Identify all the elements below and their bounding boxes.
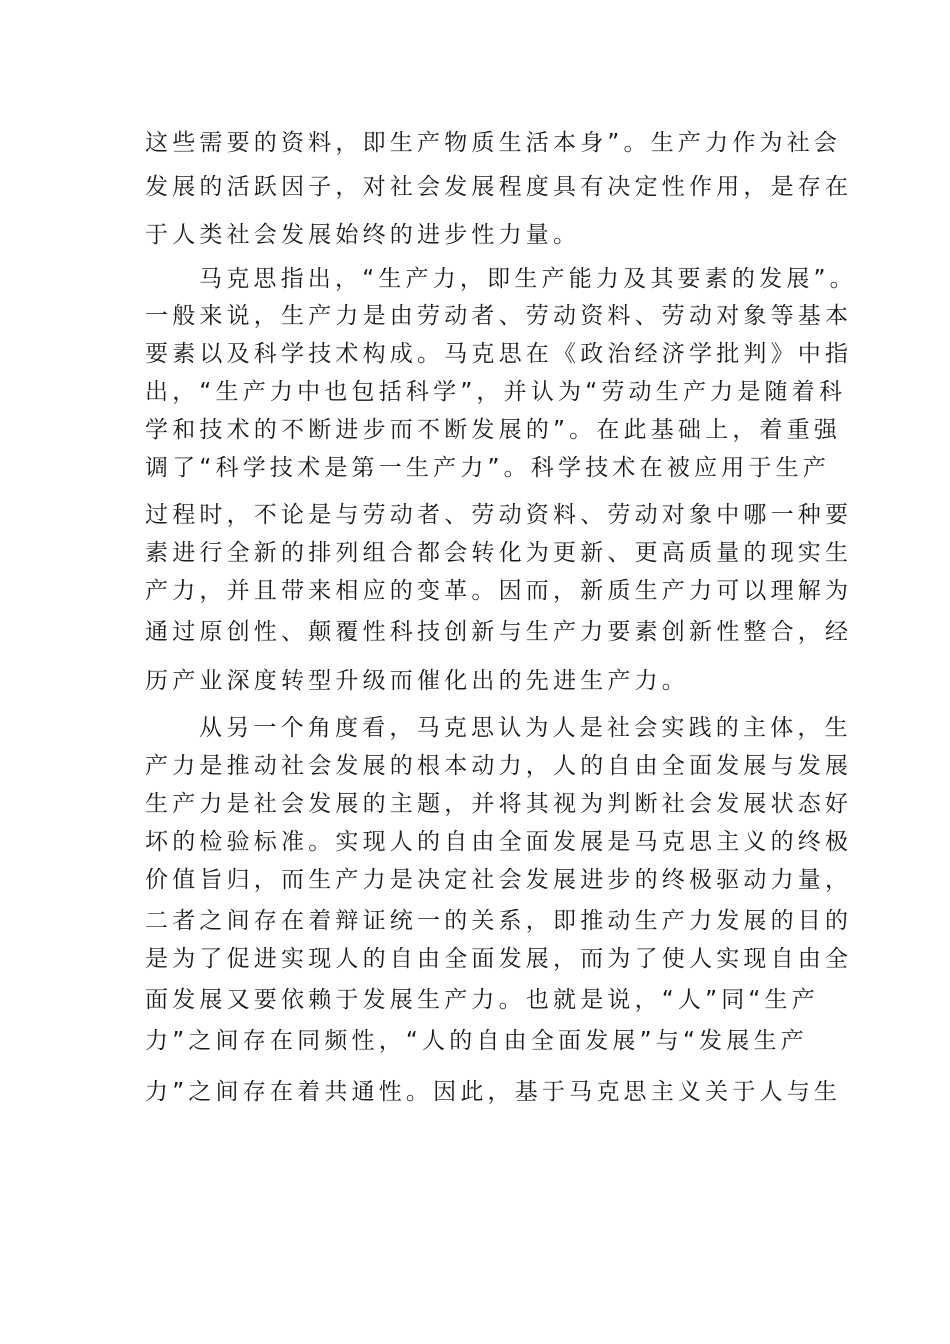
text-line: 出，“生产力中也包括科学”，并认为“劳动生产力是随着科 [145, 379, 847, 405]
text-line: 产力是推动社会发展的根本动力，人的自由全面发展与发展 [145, 753, 853, 779]
text-line: 发展的活跃因子，对社会发展程度具有决定性作用，是存在 [145, 174, 853, 200]
text-line: 要素以及科学技术构成。马克思在《政治经济学批判》中指 [145, 341, 853, 367]
text-line: 坏的检验标准。实现人的自由全面发展是马克思主义的终极 [145, 829, 853, 855]
text-line: 是为了促进实现人的自由全面发展，而为了使人实现自由全 [145, 946, 853, 972]
text-line: 二者之间存在着辩证统一的关系，即推动生产力发展的目的 [145, 908, 853, 934]
text-line: 通过原创性、颠覆性科技创新与生产力要素创新性整合，经 [145, 619, 853, 645]
text-line: 生产力是社会发展的主题，并将其视为判断社会发展状态好 [145, 791, 853, 817]
text-line: 力”之间存在着共通性。因此，基于马克思主义关于人与生 [145, 1079, 842, 1105]
text-line: 这些需要的资料，即生产物质生活本身”。生产力作为社会 [145, 130, 842, 156]
paragraph-first-line: 马克思指出，“生产力，即生产能力及其要素的发展”。 [199, 266, 857, 292]
text-line: 素进行全新的排列组合都会转化为更新、更高质量的现实生 [145, 540, 853, 566]
text-line: 面发展又要依赖于发展生产力。也就是说，“人”同“生产 [145, 987, 819, 1013]
text-line: 一般来说，生产力是由劳动者、劳动资料、劳动对象等基本 [145, 303, 853, 329]
text-line: 价值旨归，而生产力是决定社会发展进步的终极驱动力量， [145, 867, 853, 893]
text-line: 调了“科学技术是第一生产力”。科学技术在被应用于生产 [145, 455, 831, 481]
text-line: 历产业深度转型升级而催化出的先进生产力。 [145, 668, 689, 694]
text-line: 力”之间存在同频性，“人的自由全面发展”与“发展生产 [145, 1028, 808, 1054]
text-line: 于人类社会发展始终的进步性力量。 [145, 222, 581, 248]
paragraph-first-line: 从另一个角度看，马克思认为人是社会实践的主体，生 [199, 715, 852, 741]
text-line: 学和技术的不断进步而不断发展的”。在此基础上，着重强 [145, 417, 842, 443]
text-line: 过程时，不论是与劳动者、劳动资料、劳动对象中哪一种要 [145, 502, 853, 528]
text-line: 产力，并且带来相应的变革。因而，新质生产力可以理解为 [145, 578, 853, 604]
